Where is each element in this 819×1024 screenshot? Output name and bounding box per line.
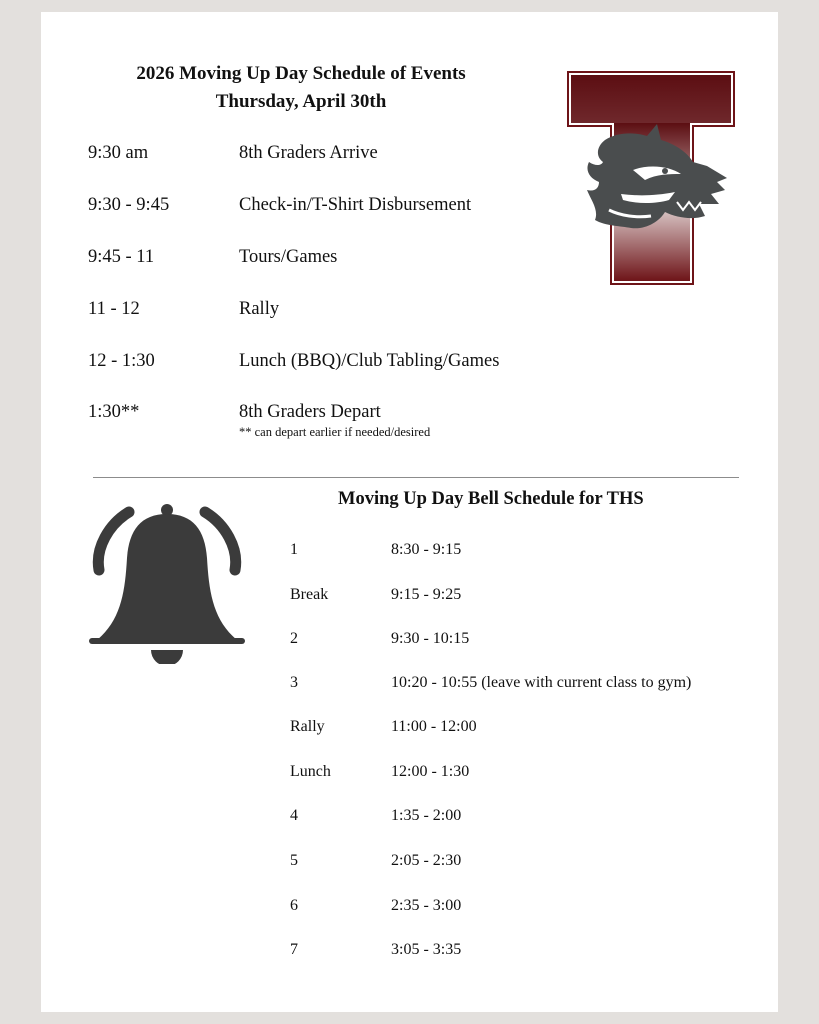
bell-time: 2:35 - 3:00: [391, 897, 462, 914]
bell-period: Rally: [290, 718, 325, 735]
page-title-line2: Thursday, April 30th: [215, 91, 387, 112]
bell-time: 11:00 - 12:00: [391, 718, 477, 735]
event-time: 9:45 - 11: [88, 247, 155, 267]
bell-period: Lunch: [290, 763, 331, 780]
event-time: 9:30 am: [88, 143, 149, 163]
page-title-line1: 2026 Moving Up Day Schedule of Events: [136, 63, 466, 84]
event-time: 9:30 - 9:45: [88, 195, 170, 215]
event-name: Tours/Games: [239, 247, 338, 267]
bell-time: 9:15 - 9:25: [391, 586, 462, 603]
bell-period: 1: [290, 541, 298, 558]
bell-period: 7: [290, 941, 298, 958]
event-name: 8th Graders Depart: [239, 402, 381, 422]
events-footnote: ** can depart earlier if needed/desired: [239, 425, 431, 439]
bell-time: 2:05 - 2:30: [391, 852, 462, 869]
bell-period: 2: [290, 630, 298, 647]
bell-period: Break: [290, 586, 329, 603]
bell-time: 12:00 - 1:30: [391, 763, 470, 780]
event-name: Lunch (BBQ)/Club Tabling/Games: [239, 351, 500, 371]
bell-schedule-title: Moving Up Day Bell Schedule for THS: [338, 489, 644, 509]
bell-time: 8:30 - 9:15: [391, 541, 462, 558]
bell-period: 3: [290, 674, 298, 691]
wolf-t-logo-icon: [565, 70, 737, 286]
bell-period: 5: [290, 852, 298, 869]
bell-period: 6: [290, 897, 298, 914]
schedule-page: [41, 12, 778, 1012]
bell-time: 1:35 - 2:00: [391, 807, 462, 824]
event-name: Check-in/T-Shirt Disbursement: [239, 195, 472, 215]
event-name: Rally: [239, 299, 280, 319]
event-time: 12 - 1:30: [88, 351, 155, 371]
page-title: [101, 60, 501, 116]
bell-icon: [85, 500, 253, 664]
event-time: 1:30**: [88, 402, 140, 422]
bell-time: 10:20 - 10:55 (leave with current class to gym): [391, 674, 692, 691]
section-divider: [93, 477, 739, 478]
bell-period: 4: [290, 807, 298, 824]
event-time: 11 - 12: [88, 299, 140, 319]
event-name: 8th Graders Arrive: [239, 143, 378, 163]
bell-time: 3:05 - 3:35: [391, 941, 462, 958]
bell-time: 9:30 - 10:15: [391, 630, 470, 647]
